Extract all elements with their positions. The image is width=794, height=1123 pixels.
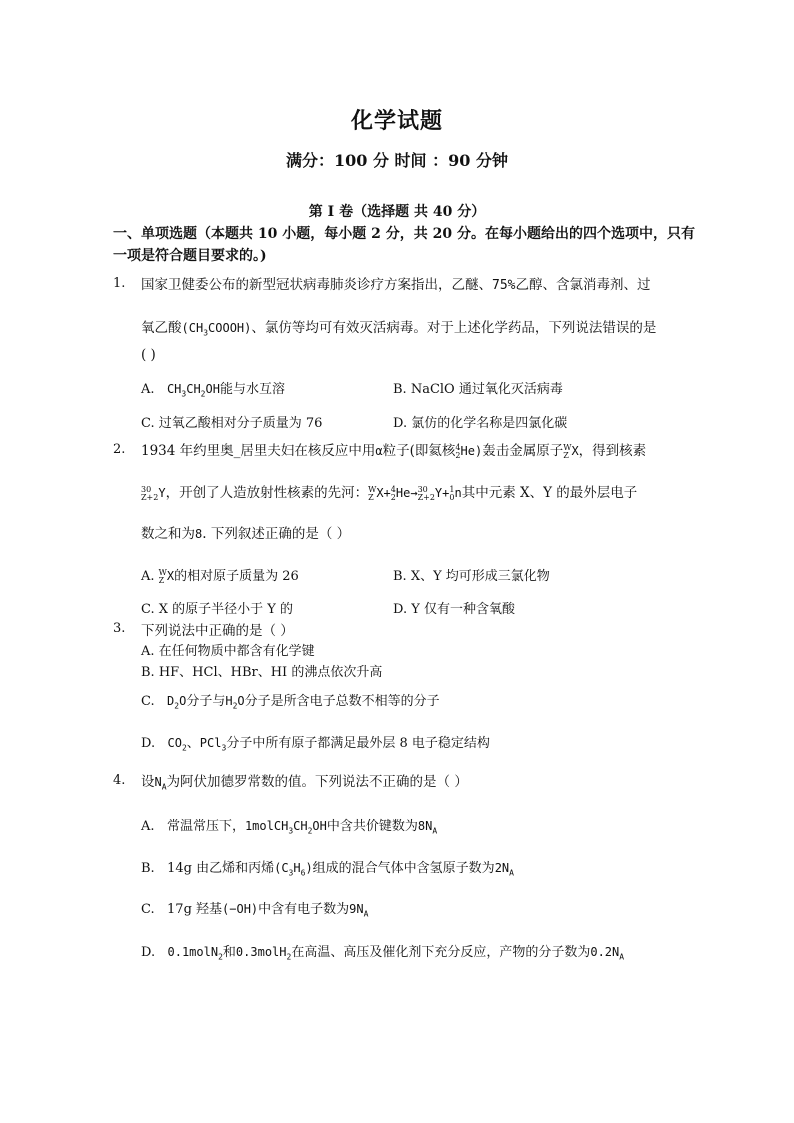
formula: Y xyxy=(158,486,166,500)
formula: 0.2N xyxy=(590,945,620,959)
formula: H xyxy=(293,861,301,875)
formula-sub: 2 xyxy=(218,952,223,962)
formula: OH xyxy=(205,382,220,396)
formula: 0.3molH xyxy=(235,945,287,959)
formula-sub: 2 xyxy=(181,743,187,753)
nuclide-index: W Z xyxy=(158,567,167,585)
formula-sub: 2 xyxy=(307,826,313,836)
nuclide-index: 1 0 xyxy=(449,484,455,502)
option-text: 、 xyxy=(186,736,200,751)
nuclide-index: 30 Z+2 xyxy=(141,484,159,502)
option-a xyxy=(141,378,285,398)
stem-text: 轰击金属原子 xyxy=(482,443,564,459)
option-text: 分子中所有原子都满足最外层 8 电子稳定结构 xyxy=(226,736,490,751)
option-label: B. xyxy=(141,861,155,876)
formula: X xyxy=(571,444,579,458)
formula-sub: 2 xyxy=(232,701,238,711)
option-c: C. 过氧乙酸相对分子质量为 76 xyxy=(141,416,323,431)
option-text: 17g 羟基 xyxy=(167,902,223,917)
formula: 1molCH xyxy=(244,819,289,833)
formula: OH xyxy=(312,819,327,833)
nuclide-index: W Z xyxy=(563,442,572,460)
formula: D xyxy=(167,694,175,708)
stem-text: 粒子(即氦核 xyxy=(382,443,456,459)
question-2-line-2 xyxy=(141,481,637,502)
option-label: D. xyxy=(141,736,156,751)
formula: 2N xyxy=(494,861,510,875)
option-label: A. xyxy=(141,569,155,584)
formula-sub: A xyxy=(432,826,438,836)
option-b: B. HF、HCl、HBr、HI 的沸点依次升高 xyxy=(141,665,383,680)
formula: X xyxy=(166,569,175,583)
formula-sub: 3 xyxy=(203,328,209,338)
formula-sub: 2 xyxy=(200,389,206,399)
option-text: 14g 由乙烯和丙烯 xyxy=(167,861,275,876)
formula: CH xyxy=(293,819,308,833)
stem-text: 、氯仿等均可有效灭活病毒。对于上述化学药品，下列说法错误的是 xyxy=(251,320,657,336)
question-number: 2. xyxy=(113,442,126,457)
stem-text: ，开创了人造放射性核素的先河： xyxy=(165,485,369,501)
formula: (C xyxy=(274,861,289,875)
formula: N xyxy=(154,775,162,789)
option-a xyxy=(141,815,437,835)
option-d xyxy=(141,732,490,752)
formula: He) xyxy=(460,444,483,458)
formula-sub: 3 xyxy=(288,826,294,836)
formula: CH xyxy=(186,382,201,396)
question-number: 1. xyxy=(113,276,126,291)
question-2-line-1 xyxy=(141,439,646,460)
formula: X+ xyxy=(376,486,391,500)
formula-sub: A xyxy=(619,952,625,962)
option-text: 和 xyxy=(222,945,236,960)
question-number: 3. xyxy=(113,621,126,636)
option-d xyxy=(141,941,624,961)
stem-text: ，得到核素 xyxy=(578,443,647,459)
option-text: 组成的混合气体中含氢原子数为 xyxy=(312,861,495,876)
option-text: 常温常压下， xyxy=(166,819,245,834)
alpha-symbol: α xyxy=(375,444,383,458)
option-label: D. xyxy=(141,945,156,960)
option-a: A. 在任何物质中都含有化学键 xyxy=(141,644,315,659)
formula-sub: 2 xyxy=(174,701,180,711)
nuclide-index: 4 2 xyxy=(455,442,461,460)
formula: 0.1molN xyxy=(167,945,219,959)
stem-text: 其中元素 X、Y 的最外层电子 xyxy=(461,485,638,501)
option-label: A. xyxy=(141,382,155,397)
option-c xyxy=(141,898,368,918)
option-text: 分子与 xyxy=(186,694,226,709)
formula: 8N xyxy=(417,819,433,833)
number: 8 xyxy=(195,527,203,541)
option-d: D. Y 仅有一种含氧酸 xyxy=(393,602,515,617)
formula: COOOH) xyxy=(208,321,252,335)
formula: H xyxy=(225,694,233,708)
formula: Y+ xyxy=(434,486,450,500)
stem-text: 为阿伏加德罗常数的值。下列说法不正确的是（ ） xyxy=(166,774,468,790)
option-text: 分子是所含电子总数不相等的分子 xyxy=(244,694,440,709)
option-b: B. X、Y 均可形成三氯化物 xyxy=(393,569,550,584)
formula: CH xyxy=(166,382,182,396)
section-heading: 第 I 卷（选择题 共 40 分） xyxy=(308,204,486,220)
formula-sub: 3 xyxy=(181,389,187,399)
stem-text: 国家卫健委公布的新型冠状病毒肺炎诊疗方案指出，乙醚、 xyxy=(141,277,492,293)
instructions-line-1: 一、单项选题（本题共 10 小题，每小题 2 分，共 20 分。在每小题给出的四个选项中，只有 xyxy=(113,226,695,242)
option-label: A. xyxy=(141,819,155,834)
percent-value: 75% xyxy=(492,278,516,293)
option-c: C. X 的原子半径小于 Y 的 xyxy=(141,602,293,617)
formula-sub: A xyxy=(161,782,167,792)
instructions-line-2: 一项是符合题目要求的。) xyxy=(113,248,267,264)
question-3-stem: 下列说法中正确的是（ ） xyxy=(141,623,294,639)
stem-text: 1934 年约里奥_居里夫妇在核反应中用 xyxy=(141,443,376,459)
stem-text: 乙醇、含氯消毒剂、过 xyxy=(515,277,651,293)
formula-sub: 3 xyxy=(288,868,294,878)
question-4-stem xyxy=(141,770,468,791)
formula: (CH xyxy=(181,321,204,335)
option-c xyxy=(141,690,440,710)
formula: ) xyxy=(305,861,313,875)
question-1-line-2 xyxy=(141,316,656,337)
option-text: 中含有电子数为 xyxy=(258,902,350,917)
question-number: 4. xyxy=(113,773,126,788)
nuclide-index: 30 Z+2 xyxy=(417,484,435,502)
nuclide-index: W Z xyxy=(368,484,377,502)
option-b: B. NaClO 通过氧化灭活病毒 xyxy=(393,382,563,397)
formula: O xyxy=(179,694,187,708)
formula-sub: 6 xyxy=(300,868,306,878)
option-a xyxy=(141,565,299,585)
option-label: C. xyxy=(141,694,155,709)
formula: CO xyxy=(167,736,182,750)
formula: PCl xyxy=(199,736,222,750)
exam-info: 满分：100 分 时间 ：90 分钟 xyxy=(286,151,508,170)
formula: O xyxy=(237,694,245,708)
formula: n xyxy=(454,486,462,500)
question-1-line-1 xyxy=(141,273,650,293)
stem-text: 数之和为 xyxy=(141,526,195,542)
page-title: 化学试题 xyxy=(350,108,443,134)
answer-blank: ( ) xyxy=(141,347,156,363)
stem-text: 设 xyxy=(141,774,155,790)
option-label: C. xyxy=(141,902,155,917)
option-text: 的相对原子质量为 26 xyxy=(174,569,299,584)
option-text: 中含共价键数为 xyxy=(326,819,418,834)
option-b xyxy=(141,857,514,877)
nuclide-index: 4 2 xyxy=(390,484,396,502)
question-2-line-3 xyxy=(141,522,350,542)
formula: 9N xyxy=(349,902,364,916)
formula: (−OH) xyxy=(222,902,259,916)
formula-sub: A xyxy=(509,868,514,878)
option-d: D. 氯仿的化学名称是四氯化碳 xyxy=(393,416,568,431)
formula-sub: 3 xyxy=(221,743,227,753)
stem-text: 氧乙酸 xyxy=(141,320,182,336)
formula-sub: A xyxy=(363,909,369,919)
formula-sub: 2 xyxy=(286,952,292,962)
option-text: 能与水互溶 xyxy=(219,382,285,397)
formula: He→ xyxy=(395,486,418,500)
option-text: 在高温、高压及催化剂下充分反应，产物的分子数为 xyxy=(291,945,591,960)
stem-text: . 下列叙述正确的是（ ） xyxy=(202,526,351,542)
